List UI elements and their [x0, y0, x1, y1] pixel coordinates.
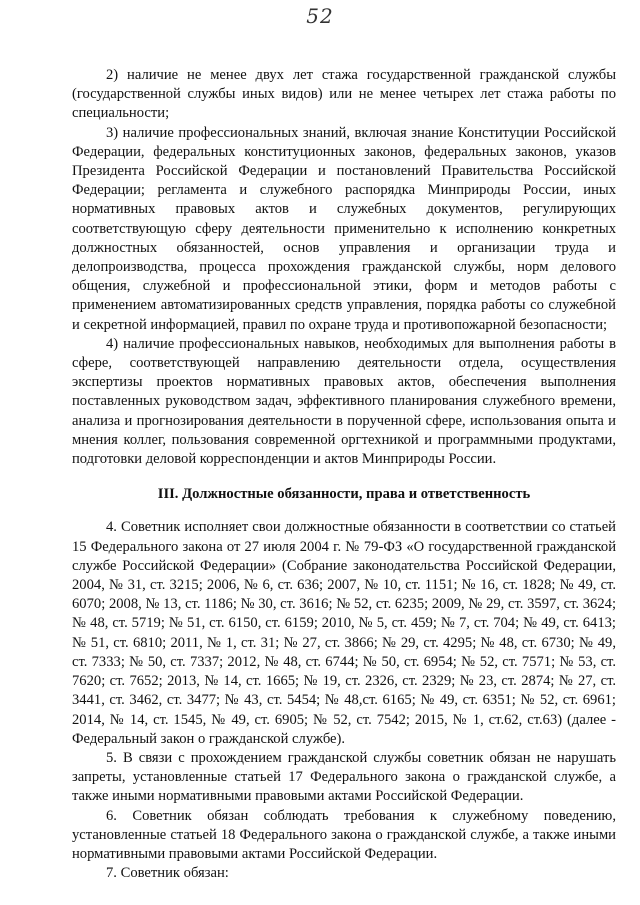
- paragraph-duties-clause-7: 7. Советник обязан:: [106, 865, 229, 882]
- section-heading: III. Должностные обязанности, права и ответственность: [157, 486, 531, 503]
- page-number: 52: [306, 4, 334, 28]
- document-body: [72, 66, 616, 883]
- paragraph-duties-clause-4: 4. Советник исполняет свои должностные обязанности в соответствии со статьей 15 Федерального закона от 27 июля 2004 г. № 79-ФЗ «О государственной гражданской службе Российской Федерации» (Собрание законодательства Российской Федерации, 2004, № 31, ст. 3215; 2006, № 6, ст. 636; 2007, № 10, ст. 1151; № 16, ст. 1828; № 49, ст. 6070; 2008, № 13, ст. 1186; № 30, ст. 3616; № 52, ст. 6235; 2009, № 29, ст. 3597, ст. 3624; № 48, ст. 5719; № 51, ст. 6150, ст. 6159; 2010, № 5, ст. 459; № 7, ст. 704; № 49, ст. 6413; № 51, ст. 6810; 2011, № 1, ст. 31; № 27, ст. 3866; № 29, ст. 4295; № 48, ст. 6730; № 49, ст. 7333; № 50, ст. 7337; 2012, № 48, ст. 6744; № 50, ст. 6954; № 52, ст. 7571; № 53, ст. 7620; ст. 7652; 2013, № 14, ст. 1665; № 19, ст. 2326, ст. 2329; № 23, ст. 2874; № 27, ст. 3441, ст. 3462, ст. 3477; № 43, ст. 5454; № 48,ст. 6165; № 49, ст. 6351; № 52, ст. 6961; 2014, № 14, ст. 1545, № 49, ст. 6905; № 52, ст. 7542; 2015, № 1, ст.62, ст.63) (далее - Федеральный закон о гражданской службе).: [72, 519, 616, 747]
- paragraph-duties-clause-5: 5. В связи с прохождением гражданской службы советник обязан не нарушать запреты, установленные статьей 17 Федерального закона о гражданской службе, а также иными нормативными правовыми актами Российской Федерации.: [72, 749, 616, 805]
- paragraph-skills-requirement: 4) наличие профессиональных навыков, необходимых для выполнения работы в сфере, соответствующей направлению деятельности отдела, осуществления экспертизы проектов нормативных правовых актов, обеспечения выполнения поставленных руководством задач, эффективного планирования служебного времени, анализа и прогнозирования деятельности в порученной сфере, использования опыта и мнения коллег, пользования современной оргтехникой и программными продуктами, подготовки деловой корреспонденции и актов Минприроды России.: [72, 335, 616, 468]
- paragraph-experience-requirement: 2) наличие не менее двух лет стажа государственной гражданской службы (государственной службы иных видов) или не менее четырех лет стажа работы по специальности;: [72, 67, 616, 122]
- paragraph-knowledge-requirement: 3) наличие профессиональных знаний, включая знание Конституции Российской Федерации, федеральных конституционных законов, федеральных законов, указов Президента Российской Федерации и постановлений Правительства Российской Федерации; регламента и служебного распорядка Минприроды России, иных нормативных правовых актов и служебных документов, регулирующих соответствующую сферу деятельности применительно к исполнению конкретных должностных обязанностей, основ управления и организации труда и делопроизводства, процесса прохождения гражданской службы, норм делового общения, служебной и профессиональной этики, форм и методов работы с применением автоматизированных средств управления, порядка работы со служебной и секретной информацией, правил по охране труда и противопожарной безопасности;: [72, 124, 616, 333]
- paragraph-duties-clause-6: 6. Советник обязан соблюдать требования к служебному поведению, установленные статьей 18 Федерального закона о гражданской службе, а также иными нормативными правовыми актами Российской Федерации.: [72, 807, 616, 862]
